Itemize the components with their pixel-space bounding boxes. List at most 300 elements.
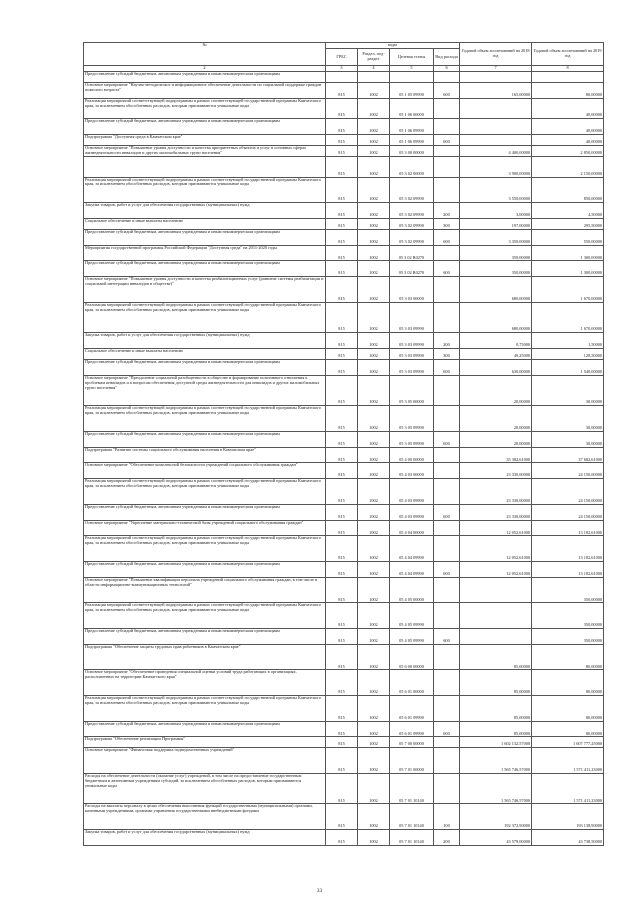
row-amount-2019: 80,00000 [532, 696, 604, 722]
row-amount-2019: 30,00000 [532, 431, 604, 447]
table-row [84, 577, 604, 603]
table-row [84, 177, 604, 203]
header-amount-2018: Годовой объем ассигнований на 2018 год [460, 43, 532, 66]
table-row [84, 375, 604, 406]
row-name: Предоставление субсидий бюджетным, автономным учреждениям и иным некоммерческим организациям [84, 562, 326, 578]
table-row [84, 82, 604, 98]
row-name: Предоставление субсидий бюджетным, автономным учреждениям и иным некоммерческим организациям [84, 721, 326, 737]
row-target: 05 4 04 00000 [390, 520, 434, 536]
colnum: 3 [326, 66, 358, 72]
row-target: 05 3 02 09990 [390, 177, 434, 203]
table-row [84, 721, 604, 737]
row-razdel: 1002 [358, 349, 390, 360]
row-name [84, 156, 326, 177]
row-amount-2019: 1 571 411,23000 [532, 748, 604, 774]
row-amount-2019: 295,50000 [532, 218, 604, 229]
row-name: Подпрограмма "Обеспечение реализации Программы" [84, 737, 326, 748]
row-razdel: 1002 [358, 773, 390, 804]
row-amount-2019: 80,00000 [532, 670, 604, 696]
row-target: 05 6 01 09990 [390, 721, 434, 737]
row-razdel: 1002 [358, 830, 390, 846]
row-target: 05 1 06 09990 [390, 119, 434, 135]
row-amount-2018: 1 565 746,57000 [460, 773, 532, 804]
row-amount-2019: 13 182,61000 [532, 536, 604, 562]
row-razdel: 1002 [358, 644, 390, 670]
row-vid: 600 [434, 360, 460, 376]
row-vid: 300 [434, 218, 460, 229]
row-name: Основное мероприятие "Финансовая поддержка подведомственных учреждений" [84, 748, 326, 774]
row-vid: 100 [434, 804, 460, 830]
row-vid: 200 [434, 333, 460, 349]
row-grbs: 815 [326, 670, 358, 696]
row-amount-2019: 2 850,00000 [532, 145, 604, 156]
table-row [84, 447, 604, 463]
row-vid [434, 177, 460, 203]
row-amount-2018 [460, 577, 532, 603]
table-row [84, 349, 604, 360]
table-row [84, 203, 604, 219]
row-grbs: 815 [326, 203, 358, 219]
row-vid: 600 [434, 562, 460, 578]
row-razdel: 1002 [358, 145, 390, 156]
row-vid: 300 [434, 349, 460, 360]
table-row [84, 277, 604, 303]
row-target: 05 3 02 09990 [390, 218, 434, 229]
table-row [84, 98, 604, 119]
colnum: 4 [358, 66, 390, 72]
row-vid: 200 [434, 830, 460, 846]
row-amount-2018: 43 579,00000 [460, 830, 532, 846]
row-amount-2018: 197,00000 [460, 218, 532, 229]
row-razdel: 1002 [358, 177, 390, 203]
row-grbs: 815 [326, 302, 358, 333]
row-vid [434, 156, 460, 177]
row-target: 05 7 01 10140 [390, 773, 434, 804]
row-name: Основное мероприятие "Повышение уровня доступности и качества реабилитационных услуг (развитие системы реабилитации и социальной интеграции инвалидов в обществе)" [84, 277, 326, 303]
row-target: 05 4 04 09990 [390, 562, 434, 578]
row-razdel: 1002 [358, 203, 390, 219]
table-row [84, 748, 604, 774]
row-target: 05 3 02 09990 [390, 229, 434, 245]
header-number: № [84, 43, 326, 66]
row-grbs: 815 [326, 644, 358, 670]
row-name: Расходы на выплаты персоналу в целях обеспечения выполнения функций государственными (муниципальными) органами, казенными учреждениями, органами управления государственными внебюджетными фондами [84, 804, 326, 830]
row-target: 05 6 01 00000 [390, 670, 434, 696]
row-vid [434, 748, 460, 774]
row-razdel: 1002 [358, 520, 390, 536]
header-razdel: Раздел, под-раздел [358, 49, 390, 66]
row-grbs: 815 [326, 737, 358, 748]
row-razdel: 1002 [358, 737, 390, 748]
row-grbs: 815 [326, 177, 358, 203]
row-name: Мероприятия государственной программы Российской Федерации "Доступная среда" на 2011-2020 годы [84, 245, 326, 261]
colnum: 7 [460, 66, 532, 72]
row-razdel: 1002 [358, 82, 390, 98]
row-razdel: 1002 [358, 721, 390, 737]
table-row [84, 431, 604, 447]
row-razdel: 1002 [358, 119, 390, 135]
row-amount-2019: 850,00000 [532, 177, 604, 203]
row-razdel: 1002 [358, 479, 390, 505]
row-name: Реализация мероприятий соответствующей подпрограммы в рамках соответствующей государственной программы Камчатского края, за исключением обособленных расходов, которым присваиваются уникальные коды [84, 302, 326, 333]
row-vid: 600 [434, 135, 460, 146]
row-amount-2019: 350,00000 [532, 577, 604, 603]
row-name: Предоставление субсидий бюджетным, автономным учреждениям и иным некоммерческим организациям [84, 360, 326, 376]
row-amount-2019: 43 738,50000 [532, 830, 604, 846]
row-grbs: 815 [326, 536, 358, 562]
row-vid [434, 406, 460, 432]
table-row [84, 119, 604, 135]
row-grbs: 815 [326, 520, 358, 536]
row-target: 05 3 03 00000 [390, 277, 434, 303]
budget-table [83, 42, 604, 846]
row-grbs: 815 [326, 431, 358, 447]
row-target: 05 4 03 09990 [390, 504, 434, 520]
table-row [84, 520, 604, 536]
row-grbs: 815 [326, 830, 358, 846]
row-target: 05 4 00 00000 [390, 447, 434, 463]
row-amount-2019: 37 682,61000 [532, 447, 604, 463]
row-razdel: 1002 [358, 375, 390, 406]
table-row [84, 737, 604, 748]
header-codes: коды [326, 43, 460, 49]
row-target: 05 3 03 09990 [390, 302, 434, 333]
row-name: Предоставление субсидий бюджетным, автономным учреждениям и иным некоммерческим организациям [84, 229, 326, 245]
row-target: 05 4 05 09990 [390, 603, 434, 629]
table-row [84, 603, 604, 629]
row-vid [434, 577, 460, 603]
row-vid: 600 [434, 261, 460, 277]
row-name: Закупка товаров, работ и услуг для обеспечения государственных (муниципальных) нужд [84, 333, 326, 349]
row-name: Социальное обеспечение и иные выплаты населению [84, 349, 326, 360]
colnum: 6 [434, 66, 460, 72]
row-target: 05 3 02 09990 [390, 203, 434, 219]
row-vid [434, 375, 460, 406]
row-amount-2019: 350,00000 [532, 629, 604, 645]
row-target: 05 4 05 00000 [390, 577, 434, 603]
table-row [84, 360, 604, 376]
row-amount-2018: 12 052,61000 [460, 562, 532, 578]
row-grbs: 815 [326, 119, 358, 135]
row-target: 05 7 01 00000 [390, 748, 434, 774]
row-razdel: 1002 [358, 156, 390, 177]
row-vid [434, 670, 460, 696]
table-row [84, 773, 604, 804]
row-grbs: 815 [326, 804, 358, 830]
row-target: 05 3 00 00000 [390, 145, 434, 156]
row-target: 05 3 02 R0270 [390, 261, 434, 277]
row-amount-2018: 85,00000 [460, 670, 532, 696]
row-amount-2018: 350,00000 [460, 261, 532, 277]
row-vid [434, 536, 460, 562]
table-row [84, 644, 604, 670]
row-target: 05 3 05 00000 [390, 375, 434, 406]
row-amount-2018: 12 052,61000 [460, 536, 532, 562]
row-grbs: 815 [326, 349, 358, 360]
table-row [84, 504, 604, 520]
row-razdel: 1002 [358, 447, 390, 463]
table-row [84, 830, 604, 846]
row-vid: 600 [434, 504, 460, 520]
colnum: 8 [532, 66, 604, 72]
row-amount-2018 [460, 603, 532, 629]
row-amount-2019: 30,00000 [532, 406, 604, 432]
row-razdel: 1002 [358, 245, 390, 261]
row-amount-2018 [460, 629, 532, 645]
row-grbs: 815 [326, 629, 358, 645]
row-name: Основное мероприятие "Повышение уровня доступности и качества приоритетных объектов и услуг в основных сферах жизнедеятельности инвалидов и других маломобильных групп населения" [84, 145, 326, 156]
table-row [84, 536, 604, 562]
row-amount-2018: 680,00000 [460, 302, 532, 333]
row-razdel: 1002 [358, 218, 390, 229]
row-razdel: 1002 [358, 536, 390, 562]
row-target: 05 4 04 09990 [390, 536, 434, 562]
row-amount-2018 [460, 119, 532, 135]
row-amount-2018: 20,00000 [460, 375, 532, 406]
row-razdel: 1002 [358, 748, 390, 774]
row-name: Основное мероприятие "Обеспечение комплексной безопасности учреждений социального обслуживания граждан" [84, 463, 326, 479]
table-row [84, 696, 604, 722]
table-row [84, 629, 604, 645]
row-name: Реализация мероприятий соответствующей подпрограммы в рамках соответствующей государственной программы Камчатского края, за исключением обособленных расходов, которым присваиваются уникальные коды [84, 536, 326, 562]
header-grbs: ГРБС [326, 49, 358, 66]
row-grbs: 815 [326, 333, 358, 349]
row-vid [434, 245, 460, 261]
row-amount-2019: 13 182,61000 [532, 562, 604, 578]
row-amount-2019: 4,50000 [532, 203, 604, 219]
row-amount-2019: 2 150,00000 [532, 156, 604, 177]
row-name: Предоставление субсидий бюджетным, автономным учреждениям и иным некоммерческим организациям [84, 629, 326, 645]
row-amount-2018: 20,00000 [460, 406, 532, 432]
row-amount-2019: 80,00000 [532, 721, 604, 737]
colnum: 2 [84, 66, 326, 72]
table-row [84, 71, 604, 82]
row-name: Основное мероприятие "Укрепление материально-технической базы учреждений социального обслуживания граждан" [84, 520, 326, 536]
row-amount-2019: 24 150,00000 [532, 479, 604, 505]
row-vid [434, 479, 460, 505]
table-row [84, 804, 604, 830]
row-amount-2019: 24 150,00000 [532, 504, 604, 520]
row-razdel: 1002 [358, 277, 390, 303]
row-target: 05 4 03 09990 [390, 479, 434, 505]
row-razdel: 1002 [358, 135, 390, 146]
row-amount-2018: 1 602 132,57000 [460, 737, 532, 748]
row-grbs: 815 [326, 773, 358, 804]
row-razdel: 1002 [358, 603, 390, 629]
row-vid: 200 [434, 203, 460, 219]
row-name: Закупка товаров, работ и услуг для обеспечения государственных (муниципальных) нужд [84, 203, 326, 219]
table-row [84, 156, 604, 177]
row-amount-2019: 128,50000 [532, 349, 604, 360]
row-vid [434, 603, 460, 629]
row-grbs: 815 [326, 562, 358, 578]
row-vid [434, 71, 460, 82]
row-name: Подпрограмма "Доступная среда в Камчатском крае" [84, 135, 326, 146]
row-vid [434, 737, 460, 748]
row-amount-2018: 20,00000 [460, 431, 532, 447]
row-razdel: 1002 [358, 261, 390, 277]
row-amount-2018: 350,00000 [460, 245, 532, 261]
table-row [84, 218, 604, 229]
table-row [84, 302, 604, 333]
row-target: 05 7 01 10140 [390, 830, 434, 846]
row-vid: 600 [434, 431, 460, 447]
row-grbs: 815 [326, 135, 358, 146]
page-number: 33 [316, 888, 323, 894]
row-razdel: 1002 [358, 360, 390, 376]
row-vid [434, 145, 460, 156]
row-amount-2019: 1,50000 [532, 333, 604, 349]
header-vid: Вид расхода [434, 49, 460, 66]
row-amount-2018: 23 330,00000 [460, 463, 532, 479]
table-row [84, 562, 604, 578]
row-razdel: 1002 [358, 562, 390, 578]
row-target: 05 3 03 09990 [390, 349, 434, 360]
row-target: 05 7 00 00000 [390, 737, 434, 748]
row-amount-2018: 35 382,61000 [460, 447, 532, 463]
row-name: Реализация мероприятий соответствующей подпрограммы в рамках соответствующей государственной программы Камчатского края, за исключением обособленных расходов, которым присваиваются уникальные коды [84, 98, 326, 119]
row-razdel: 1002 [358, 406, 390, 432]
row-grbs: 815 [326, 463, 358, 479]
row-amount-2018: 680,00000 [460, 277, 532, 303]
row-razdel: 1002 [358, 229, 390, 245]
row-razdel: 1002 [358, 629, 390, 645]
row-grbs: 815 [326, 145, 358, 156]
row-name: Подпрограмма "Развитие системы социального обслуживания населения в Камчатском крае" [84, 447, 326, 463]
row-amount-2019: 80,00000 [532, 644, 604, 670]
row-amount-2019: 550,00000 [532, 229, 604, 245]
row-razdel: 1002 [358, 804, 390, 830]
row-target: 05 3 03 09990 [390, 333, 434, 349]
row-vid [434, 644, 460, 670]
row-amount-2018: 0,75000 [460, 333, 532, 349]
row-grbs: 815 [326, 504, 358, 520]
row-razdel: 1002 [358, 431, 390, 447]
row-name: Расходы на обеспечение деятельности (оказание услуг) учреждений, в том числе на предоставление государственным бюджетным и автономным учреждениям субсидий, за исключением обособленных расходов, которым присваиваются уникальные коды [84, 773, 326, 804]
row-grbs: 815 [326, 721, 358, 737]
row-grbs: 815 [326, 360, 358, 376]
row-amount-2018 [460, 71, 532, 82]
row-amount-2018: 1 565 746,57000 [460, 748, 532, 774]
row-target: 05 1 06 00000 [390, 98, 434, 119]
row-name: Социальное обеспечение и иные выплаты населению [84, 218, 326, 229]
table-body [84, 71, 604, 845]
row-amount-2019: 40,00000 [532, 119, 604, 135]
row-target: 05 3 05 09990 [390, 406, 434, 432]
row-razdel: 1002 [358, 98, 390, 119]
row-amount-2018: 3 350,00000 [460, 229, 532, 245]
row-amount-2019: 350,00000 [532, 603, 604, 629]
row-grbs: 815 [326, 479, 358, 505]
row-target: 05 6 01 09990 [390, 696, 434, 722]
row-amount-2019: 40,00000 [532, 98, 604, 119]
row-razdel: 1002 [358, 333, 390, 349]
row-target: 05 4 05 09990 [390, 629, 434, 645]
row-grbs: 815 [326, 447, 358, 463]
row-amount-2019: 1 300,00000 [532, 261, 604, 277]
row-amount-2019: 1 670,00000 [532, 302, 604, 333]
row-razdel [358, 71, 390, 82]
row-vid [434, 447, 460, 463]
row-name: Подпрограмма "Обеспечение защиты трудовых прав работников в Камчатском крае" [84, 644, 326, 670]
row-target: 05 1 06 09990 [390, 135, 434, 146]
row-amount-2018: 85,00000 [460, 644, 532, 670]
row-grbs: 815 [326, 98, 358, 119]
row-amount-2018: 4 400,00000 [460, 145, 532, 156]
row-amount-2019: 40,00000 [532, 135, 604, 146]
row-amount-2018: 165,00000 [460, 82, 532, 98]
row-name: Реализация мероприятий соответствующей подпрограммы в рамках соответствующей государственной программы Камчатского края, за исключением обособленных расходов, которым присваиваются уникальные коды [84, 603, 326, 629]
row-amount-2018: 3 900,00000 [460, 156, 532, 177]
row-amount-2019: 1 607 777,25000 [532, 737, 604, 748]
row-vid [434, 98, 460, 119]
row-amount-2018: 23 330,00000 [460, 479, 532, 505]
row-vid [434, 302, 460, 333]
row-name: Предоставление субсидий бюджетным, автономным учреждениям и иным некоммерческим организациям [84, 504, 326, 520]
header-amount-2019: Годовой объем ассигнований на 2019 год [532, 43, 604, 66]
row-amount-2019: 1 540,00000 [532, 360, 604, 376]
row-amount-2019 [532, 71, 604, 82]
row-amount-2018: 49,25000 [460, 349, 532, 360]
row-vid [434, 463, 460, 479]
row-name: Основное мероприятие "Преодоление социальной разобщенности в обществе и формирование позитивного отношения к проблемам инвалидов и к вопросам обеспечения доступной среды жизнедеятельности для инвалидов и других маломобильных групп населения" [84, 375, 326, 406]
row-amount-2019: 1 670,00000 [532, 277, 604, 303]
row-name: Реализация мероприятий соответствующей подпрограммы в рамках соответствующей государственной программы Камчатского края, за исключением обособленных расходов, которым присваиваются уникальные коды [84, 406, 326, 432]
row-vid [434, 119, 460, 135]
row-name: Закупка товаров, работ и услуг для обеспечения государственных (муниципальных) нужд [84, 830, 326, 846]
table-row [84, 245, 604, 261]
row-target [390, 71, 434, 82]
row-target: 05 3 05 09990 [390, 431, 434, 447]
row-name: Предоставление субсидий бюджетным, автономным учреждениям и иным некоммерческим организациям [84, 431, 326, 447]
row-target: 05 3 02 R0270 [390, 245, 434, 261]
table-row [84, 261, 604, 277]
row-amount-2019: 13 182,61000 [532, 520, 604, 536]
row-grbs: 815 [326, 82, 358, 98]
row-grbs: 815 [326, 406, 358, 432]
row-vid: 600 [434, 82, 460, 98]
row-razdel: 1002 [358, 577, 390, 603]
row-razdel: 1002 [358, 504, 390, 520]
row-amount-2018: 85,00000 [460, 696, 532, 722]
row-name: Основное мероприятие "Повышение квалификации персонала учреждений социального обслуживания граждан, в том числе в области информационно-коммуникационных технологий" [84, 577, 326, 603]
row-target: 05 1 05 09990 [390, 82, 434, 98]
header-target: Целевая статья [390, 49, 434, 66]
row-amount-2018: 192 372,90000 [460, 804, 532, 830]
row-razdel: 1002 [358, 670, 390, 696]
row-amount-2018: 23 330,00000 [460, 504, 532, 520]
row-target: 05 3 03 09990 [390, 360, 434, 376]
row-razdel: 1002 [358, 302, 390, 333]
table-row [84, 463, 604, 479]
row-name: Предоставление субсидий бюджетным, автономным учреждениям и иным некоммерческим организациям [84, 71, 326, 82]
row-amount-2018 [460, 98, 532, 119]
row-vid [434, 696, 460, 722]
row-grbs: 815 [326, 229, 358, 245]
row-vid: 600 [434, 229, 460, 245]
row-grbs: 815 [326, 261, 358, 277]
row-name: Предоставление субсидий бюджетным, автономным учреждениям и иным некоммерческим организациям [84, 119, 326, 135]
row-amount-2019: 80,00000 [532, 82, 604, 98]
table-row [84, 135, 604, 146]
row-name: Основное мероприятие "Обеспечение проведения специальной оценки условий труда работающих в организациях, расположенных на территории Камчатского края" [84, 670, 326, 696]
row-amount-2018: 12 052,61000 [460, 520, 532, 536]
row-grbs: 815 [326, 277, 358, 303]
row-vid [434, 520, 460, 536]
row-grbs: 815 [326, 603, 358, 629]
table-row [84, 229, 604, 245]
row-amount-2018: 85,00000 [460, 721, 532, 737]
